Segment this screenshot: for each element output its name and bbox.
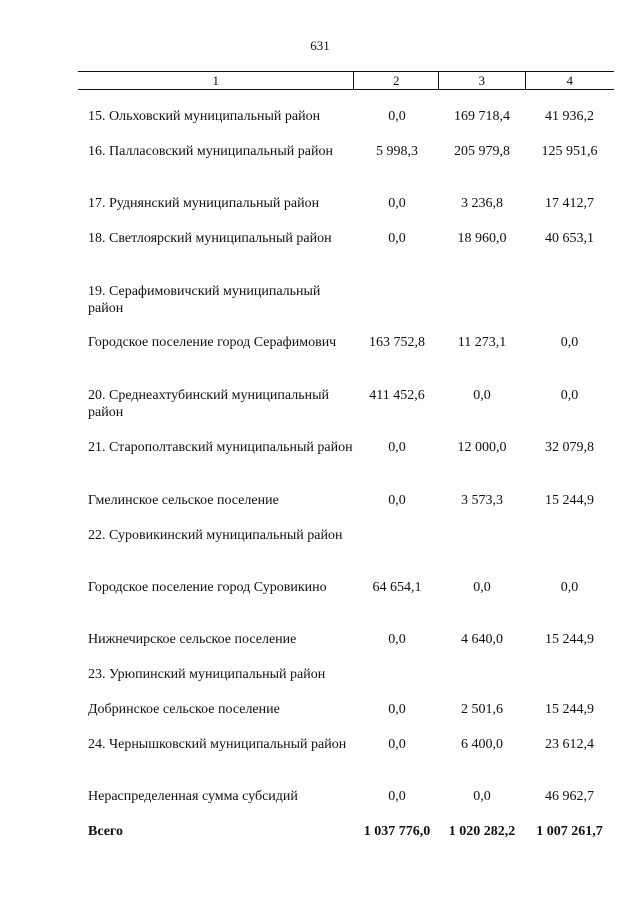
row-value-col3 bbox=[439, 666, 525, 683]
row-value-col3: 0,0 bbox=[473, 789, 491, 804]
page-number: 631 bbox=[310, 38, 330, 53]
row-value-col2: 64 654,1 bbox=[372, 580, 422, 595]
row-value-col3: 18 960,0 bbox=[457, 231, 507, 246]
row-value-col3: 6 400,0 bbox=[461, 737, 503, 752]
row-value-col2: 0,0 bbox=[388, 231, 406, 246]
row-value-col4: 46 962,7 bbox=[545, 789, 594, 804]
total-value-col2: 1 037 776,0 bbox=[363, 824, 431, 839]
row-value-col2: 0,0 bbox=[388, 196, 406, 211]
row-value-col3: 205 979,8 bbox=[454, 144, 510, 159]
row-value-col3: 3 573,3 bbox=[461, 493, 503, 508]
row-value-col3: 11 273,1 bbox=[457, 335, 507, 350]
row-value-col3: 4 640,0 bbox=[461, 632, 503, 647]
table-row bbox=[78, 439, 614, 456]
table-row bbox=[78, 334, 614, 351]
row-value-col4 bbox=[525, 283, 614, 317]
row-name: 16. Палласовский муниципальный район bbox=[88, 144, 333, 159]
row-name: 17. Руднянский муниципальный район bbox=[88, 196, 320, 211]
row-value-col4 bbox=[525, 666, 614, 683]
row-value-col4: 0,0 bbox=[560, 388, 579, 403]
row-value-col3 bbox=[439, 527, 525, 544]
column-header: 3 bbox=[438, 72, 525, 89]
row-name: 15. Ольховский муниципальный район bbox=[88, 109, 321, 124]
row-value-col2: 5 998,3 bbox=[376, 144, 418, 159]
row-name: Гмелинское сельское поселение bbox=[88, 493, 279, 508]
row-value-col2: 0,0 bbox=[388, 493, 406, 508]
total-value-col3: 1 020 282,2 bbox=[448, 824, 516, 839]
total-value-col4: 1 007 261,7 bbox=[536, 824, 603, 839]
row-value-col3: 3 236,8 bbox=[461, 196, 503, 211]
row-value-col2: 0,0 bbox=[388, 632, 406, 647]
column-header: 1 bbox=[212, 73, 219, 88]
table-row bbox=[78, 387, 614, 421]
row-value-col2 bbox=[355, 666, 439, 683]
row-value-col3 bbox=[439, 283, 525, 317]
row-value-col4: 125 951,6 bbox=[541, 144, 598, 159]
table-row bbox=[78, 108, 614, 125]
table-row bbox=[78, 701, 614, 718]
table-row bbox=[78, 666, 614, 683]
row-value-col4: 41 936,2 bbox=[545, 109, 594, 124]
row-value-col2: 0,0 bbox=[388, 737, 406, 752]
row-value-col2: 0,0 bbox=[388, 702, 406, 717]
table-row bbox=[78, 579, 614, 596]
column-header: 2 bbox=[353, 72, 438, 89]
row-name: Нижнечирское сельское поселение bbox=[88, 632, 297, 647]
table-row bbox=[78, 527, 614, 544]
row-value-col4: 17 412,7 bbox=[545, 196, 594, 211]
row-value-col3: 0,0 bbox=[473, 580, 491, 595]
row-value-col4: 32 079,8 bbox=[545, 440, 594, 455]
table-row bbox=[78, 230, 614, 247]
row-value-col4: 15 244,9 bbox=[545, 632, 594, 647]
row-value-col2 bbox=[355, 527, 439, 544]
row-name: Добринское сельское поселение bbox=[88, 702, 280, 717]
row-name: 24. Чернышковский муниципальный район bbox=[88, 737, 347, 752]
row-value-col2: 411 452,6 bbox=[369, 388, 425, 403]
total-label: Всего bbox=[88, 824, 123, 839]
row-value-col4: 40 653,1 bbox=[545, 231, 594, 246]
row-name: 19. Серафимовичский муниципальный район bbox=[88, 284, 321, 316]
row-value-col4 bbox=[525, 527, 614, 544]
total-row bbox=[78, 823, 614, 840]
row-value-col2: 0,0 bbox=[388, 109, 406, 124]
table-row bbox=[78, 492, 614, 509]
table-row bbox=[78, 736, 614, 753]
subsidy-table bbox=[78, 71, 614, 839]
table-row bbox=[78, 788, 614, 805]
row-name: Городское поселение город Суровикино bbox=[88, 580, 327, 595]
row-name: 22. Суровикинский муниципальный район bbox=[88, 528, 343, 543]
table-row bbox=[78, 195, 614, 212]
row-value-col4: 15 244,9 bbox=[545, 493, 594, 508]
row-value-col4: 0,0 bbox=[560, 580, 579, 595]
row-value-col3: 12 000,0 bbox=[457, 440, 507, 455]
row-value-col3: 169 718,4 bbox=[454, 109, 510, 124]
table-row bbox=[78, 631, 614, 648]
row-value-col2: 163 752,8 bbox=[369, 335, 425, 350]
row-name: 18. Светлоярский муниципальный район bbox=[88, 231, 332, 246]
row-value-col3: 2 501,6 bbox=[461, 702, 503, 717]
row-value-col4: 23 612,4 bbox=[545, 737, 594, 752]
table-row bbox=[78, 283, 614, 317]
row-value-col3: 0,0 bbox=[473, 388, 491, 403]
table-row bbox=[78, 143, 614, 160]
row-value-col2 bbox=[355, 283, 439, 317]
row-value-col4: 0,0 bbox=[560, 335, 579, 350]
row-name: 23. Урюпинский муниципальный район bbox=[88, 667, 326, 682]
row-value-col2: 0,0 bbox=[388, 789, 406, 804]
table-header bbox=[78, 71, 614, 90]
row-name: Нераспределенная сумма субсидий bbox=[88, 789, 298, 804]
row-value-col4: 15 244,9 bbox=[545, 702, 594, 717]
row-name: Городское поселение город Серафимович bbox=[88, 335, 337, 350]
column-header: 4 bbox=[525, 72, 615, 89]
row-name: 21. Старополтавский муниципальный район bbox=[88, 440, 353, 455]
row-name: 20. Среднеахтубинский муниципальный район bbox=[88, 388, 330, 420]
row-value-col2: 0,0 bbox=[388, 440, 406, 455]
